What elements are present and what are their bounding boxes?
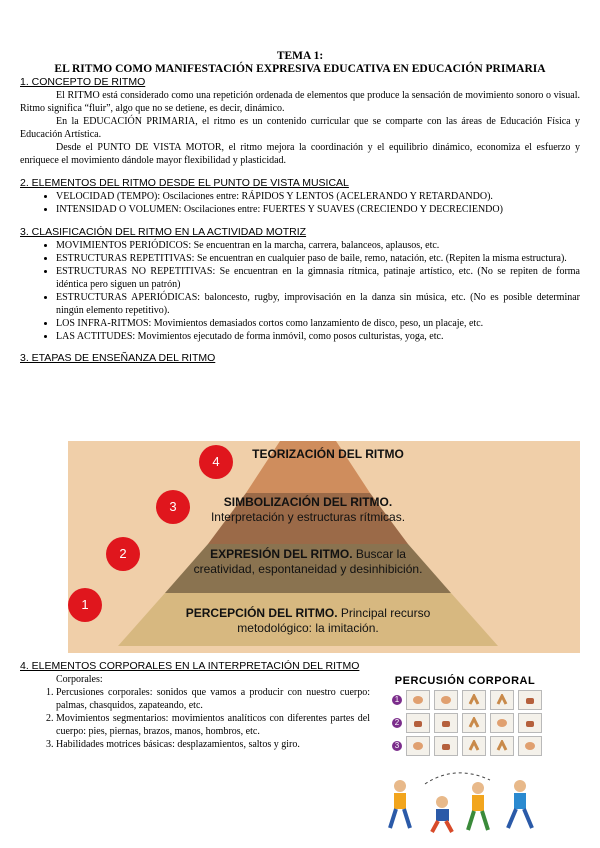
pyramid-level-1-title: PERCEPCIÓN DEL RITMO. — [185, 606, 338, 620]
list-item: • LOS INFRA-RITMOS: Movimientos demasiados cortos como lanzamiento de disco, peso, un placaje, etc. — [56, 317, 580, 330]
section-4-heading: 4. ELEMENTOS CORPORALES EN LA INTERPRETACIÓN DEL RITMO — [20, 660, 360, 672]
percussion-row — [392, 713, 550, 733]
snap-icon — [462, 690, 486, 710]
percussion-row — [392, 736, 550, 756]
section-1-paragraph-1: El RITMO está considerado como una repetición ordenada de elementos que produce la sensación de movimiento sonoro o visual. Ritmo significa “fluir”, algo que no se detiene, es decir, dinámico. — [20, 90, 580, 114]
stomp-icon — [406, 713, 430, 733]
section-1-paragraph-3: Desde el PUNTO DE VISTA MOTOR, el ritmo mejora la coordinación y el equilibrio dinámico, economiza el esfuerzo y enriquece el movimiento dándole mayor flexibilidad y plasticidad. — [20, 142, 580, 166]
section-3b-heading: 3. ETAPAS DE ENSEÑANZA DEL RITMO — [20, 352, 216, 364]
clap-icon — [490, 713, 514, 733]
clap-icon — [518, 736, 542, 756]
stage-number-4: 4 — [199, 445, 233, 479]
pyramid-level-3-label: SIMBOLIZACIÓN DEL RITMO. Interpretación y estructuras rítmicas. — [210, 495, 406, 524]
stomp-icon — [518, 690, 542, 710]
list-item: • MOVIMIENTOS PERIÓDICOS: Se encuentran en la marcha, carrera, balanceos, aplausos, etc. — [56, 239, 580, 252]
clap-icon — [434, 690, 458, 710]
section-1-heading: 1. CONCEPTO DE RITMO — [20, 76, 146, 88]
section-3-list — [20, 239, 580, 343]
row-number-badge: 2 — [392, 718, 402, 728]
stomp-icon — [434, 713, 458, 733]
stomp-icon — [518, 713, 542, 733]
section-4-list — [20, 686, 370, 751]
stage-number-1: 1 — [68, 588, 102, 622]
section-1-paragraph-2: En la EDUCACIÓN PRIMARIA, el ritmo es un contenido curricular que se comparte con las áreas de Educación Física y Educación Artística. — [20, 116, 580, 140]
list-item: • INTENSIDAD O VOLUMEN: Oscilaciones entre: FUERTES Y SUAVES (CRECIENDO Y DECRECIENDO) — [56, 203, 580, 216]
snap-icon — [462, 713, 486, 733]
list-item: • ESTRUCTURAS NO REPETITIVAS: Se encuentran en la gimnasia rítmica, patinaje artístico, etc. (No se repiten de forma idéntica pero siguen un patrón) — [56, 265, 580, 291]
section-2-list — [20, 190, 580, 216]
doc-title-line2: EL RITMO COMO MANIFESTACIÓN EXPRESIVA EDUCATIVA EN EDUCACIÓN PRIMARIA — [54, 63, 546, 75]
list-item: • ESTRUCTURAS REPETITIVAS: Se encuentran en cualquier paso de baile, remo, natación, etc. (Repiten la misma estructura). — [56, 252, 580, 265]
snap-icon — [462, 736, 486, 756]
section-2-heading: 2. ELEMENTOS DEL RITMO DESDE EL PUNTO DE VISTA MUSICAL — [20, 177, 349, 189]
row-number-badge: 1 — [392, 695, 402, 705]
body-percussion-title: PERCUSIÓN CORPORAL — [394, 675, 536, 687]
pyramid-level-4-label — [238, 447, 418, 462]
pyramid-level-3-title: SIMBOLIZACIÓN DEL RITMO. — [223, 495, 393, 509]
list-item: • VELOCIDAD (TEMPO): Oscilaciones entre: RÁPIDOS Y LENTOS (ACELERANDO Y RETARDANDO). — [56, 190, 580, 203]
section-3-heading: 3. CLASIFICACIÓN DEL RITMO EN LA ACTIVIDAD MOTRIZ — [20, 226, 307, 238]
stage-number-2: 2 — [106, 537, 140, 571]
clap-icon — [406, 690, 430, 710]
percussion-row — [392, 690, 550, 710]
list-item: 1. Percusiones corporales: sonidos que vamos a producir con nuestro cuerpo: palmas, chasquidos, zapateando, etc. — [56, 686, 370, 712]
list-item: • ESTRUCTURAS APERIÓDICAS: baloncesto, rugby, improvisación en la danza sin música, etc. (No es posible determinar ningún elemento repetitivo). — [56, 291, 580, 317]
stage-number-3: 3 — [156, 490, 190, 524]
pyramid-level-4-title: TEORIZACIÓN DEL RITMO — [252, 447, 404, 461]
children-dancing-icon — [380, 766, 550, 836]
clap-icon — [406, 736, 430, 756]
pyramid-level-2-title: EXPRESIÓN DEL RITMO. — [210, 547, 353, 561]
section-4 — [20, 660, 370, 751]
snap-icon — [490, 736, 514, 756]
doc-title-line1: TEMA 1: — [276, 50, 324, 62]
teaching-stages-pyramid — [68, 441, 580, 653]
pyramid-level-1-label: PERCEPCIÓN DEL RITMO. Principal recurso metodológico: la imitación. — [185, 606, 431, 635]
row-number-badge: 3 — [392, 741, 402, 751]
list-item: 3. Habilidades motrices básicas: desplazamientos, saltos y giro. — [56, 738, 370, 751]
body-percussion-illustration — [380, 670, 550, 840]
list-item: 2. Movimientos segmentarios: movimientos analíticos con diferentes partes del cuerpo: pies, piernas, brazos, manos, hombros, etc. — [56, 712, 370, 738]
pyramid-level-2-label: EXPRESIÓN DEL RITMO. Buscar la creatividad, espontaneidad y desinhibición. — [193, 547, 423, 576]
document-page — [20, 50, 580, 365]
section-4-subheading: Corporales: — [56, 674, 103, 685]
snap-icon — [490, 690, 514, 710]
stomp-icon — [434, 736, 458, 756]
list-item: • LAS ACTITUDES: Movimientos ejecutado de forma inmóvil, como posos culturistas, yoga, etc. — [56, 330, 580, 343]
